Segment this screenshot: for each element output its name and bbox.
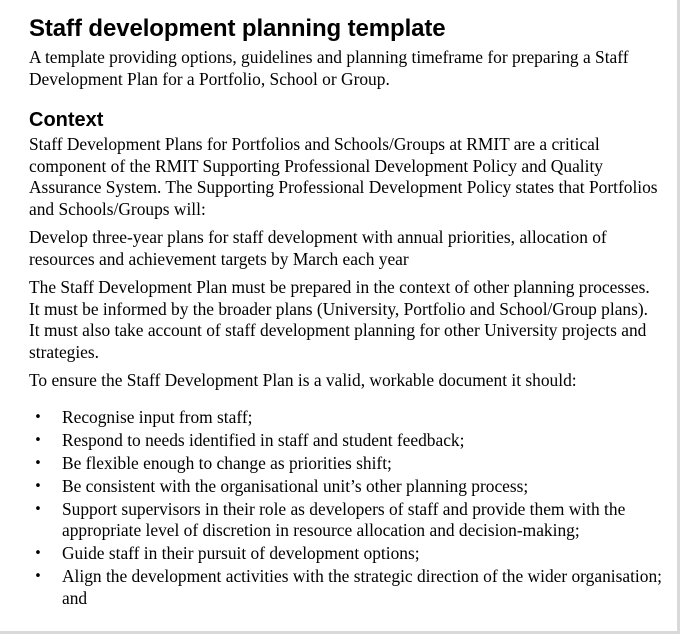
bullet-icon: •: [34, 546, 42, 561]
list-item-text: Align the development activities with the strategic direction of the wider organisation; and: [62, 566, 662, 608]
context-paragraph-1: Staff Development Plans for Portfolios and Schools/Groups at RMIT are a critical component of the RMIT Supporting Professional Development Policy and Quality Assurance System. The Supporting Professional Development Policy states that Portfolios and Schools/Groups will:: [29, 134, 658, 219]
context-heading: Context: [29, 109, 104, 131]
list-item-text: Respond to needs identified in staff and student feedback;: [62, 429, 465, 450]
list-item: [29, 499, 662, 542]
list-item-text: Be flexible enough to change as priorities shift;: [62, 452, 392, 473]
bullet-icon: •: [34, 501, 42, 517]
list-item-text: Guide staff in their pursuit of development options;: [62, 543, 420, 563]
list-item-text: Recognise input from staff;: [62, 406, 253, 427]
context-paragraph-3: The Staff Development Plan must be prepared in the context of other planning processes. It must be informed by the broader plans (University, Portfolio and School/Group plans). It must also take account of staff development planning for other University projects and strategies.: [29, 277, 650, 362]
bullet-icon: •: [34, 569, 42, 584]
list-item-text: Support supervisors in their role as developers of staff and provide them with the appropriate level of discretion in resource allocation and decision-making;: [62, 498, 626, 540]
context-paragraph-2: Develop three-year plans for staff development with annual priorities, allocation of resources and achievement targets by March each year: [29, 227, 607, 269]
list-item-text: Be consistent with the organisational unit’s other planning process;: [62, 475, 529, 496]
context-paragraph-4: To ensure the Staff Development Plan is a valid, workable document it should:: [29, 370, 577, 390]
list-item: [29, 407, 662, 429]
list-item: [29, 566, 662, 609]
intro-paragraph: A template providing options, guidelines and planning timeframe for preparing a Staff Development Plan for a Portfolio, School or Group.: [29, 47, 629, 89]
bullet-icon: •: [34, 409, 42, 425]
list-item: [29, 543, 662, 565]
bullet-icon: •: [34, 432, 42, 448]
requirements-list: [29, 407, 662, 610]
list-item: [29, 430, 662, 452]
bullet-icon: •: [34, 455, 42, 471]
page-title: Staff development planning template: [29, 15, 446, 42]
bullet-icon: •: [34, 478, 42, 494]
list-item: [29, 476, 662, 498]
list-item: [29, 453, 662, 475]
